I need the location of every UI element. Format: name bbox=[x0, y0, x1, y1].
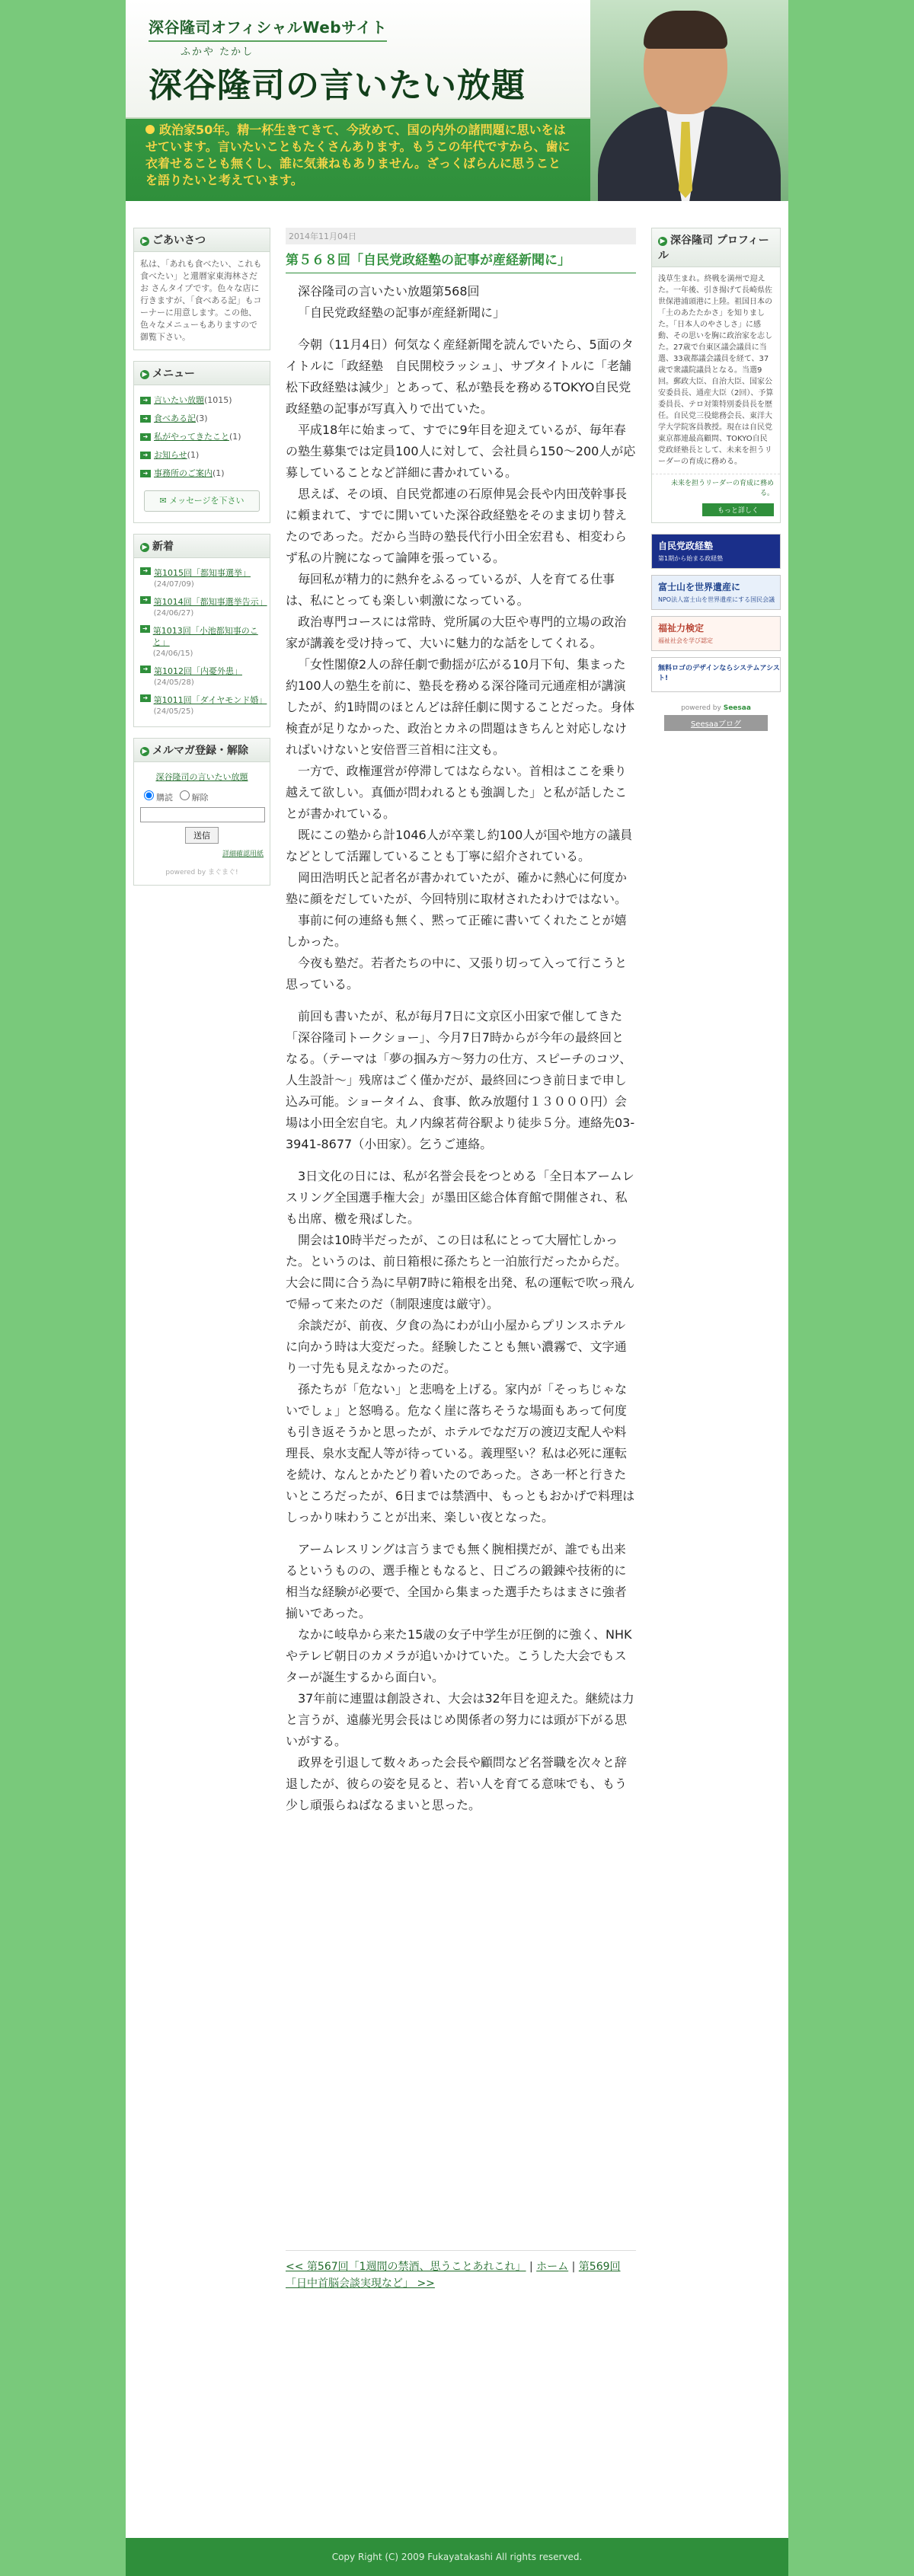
site-header bbox=[126, 0, 788, 201]
post-date: 2014年11月04日 bbox=[286, 228, 636, 244]
next-post-link[interactable]: 第569回「日中首脳会談実現など」 >> bbox=[286, 2261, 621, 2290]
menu-title-text: メニュー bbox=[152, 368, 195, 380]
menu-count: (1) bbox=[213, 468, 225, 478]
prev-post-link[interactable]: << 第567回「1週間の禁酒、思うことあれこれ」 bbox=[286, 2261, 526, 2273]
magazine-powered[interactable]: powered by まぐまぐ! bbox=[165, 869, 238, 876]
right-sidebar bbox=[651, 228, 781, 731]
post-paragraph: 平成18年に始まって、すでに9年目を迎えているが、毎年春の塾生募集では定員100人に対して、会社員ら150～200人が応募していることなど詳細に書かれている。 bbox=[286, 423, 636, 480]
site-intro bbox=[145, 122, 572, 189]
menu-box bbox=[133, 361, 270, 523]
site-label: 深谷隆司オフィシャルWebサイト bbox=[149, 15, 387, 42]
menu-link[interactable]: 食べある記 bbox=[154, 413, 196, 423]
news-link[interactable]: 第1012回「内憂外患」 bbox=[154, 666, 242, 676]
powered-label: powered by bbox=[681, 704, 721, 712]
post-body bbox=[286, 281, 636, 1816]
banner-title: 自民党政経塾 bbox=[658, 541, 714, 551]
post-paragraph: 孫たちが「危ない」と悲鳴を上げる。家内が「そっちじゃないでしょ」と怒鳴る。危なく崖に落ちそうな場面もあって何度も引き返そうかと思ったが、ホテルでなだ万の渡辺支配人や料理長、泉水支配人等が待っている。義理堅い？私は必死に運転を続け、なんとかたどり着いたのであった。さあ一杯と行きたいところだったが、6日までは禁酒中、もっともおかげで料理はしっかり味わうことが出来、楽しい夜となった。 bbox=[286, 1382, 635, 1524]
news-link[interactable]: 第1013回「小池都知事のこと」 bbox=[152, 626, 258, 647]
unsubscribe-radio[interactable] bbox=[180, 790, 190, 800]
post-paragraph: 今朝（11月4日）何気なく産経新聞を読んでいたら、5面のタイトルに「政経塾 自民開校ラッシュ」、サブタイトルに「老舗松下政経塾は減少」とあって、私が塾長を務めるTOKYO自民党政経塾の記事が写真入りで出ていた。 bbox=[286, 337, 634, 416]
post-paragraph: 岡田浩明氏と記者名が書かれていたが、確かに熱心に何度か塾に顔をだしていたが、今回特別に取材されたわけではない。 bbox=[286, 870, 628, 906]
post-paragraph: 「女性閣僚2人の辞任劇で動揺が広がる10月下旬、集まった約100人の塾生を前に、塾長を務める深谷隆司元通産相が講演したが、約1時間のほとんどは辞任劇に関することだった。身体検査が足りなかった、政治とカネの問題はきちんと対応しなければいけないと安倍晋三首相に注文も。 bbox=[286, 657, 635, 757]
menu-item-yattekita[interactable] bbox=[140, 428, 264, 446]
profile-slogan: 未来を担うリーダーの育成に務める。 bbox=[652, 474, 780, 500]
post-paragraph: 事前に何の連絡も無く、黙って正確に書いてくれたことが嬉しかった。 bbox=[286, 913, 627, 949]
post-paragraph: 毎回私が精力的に熱弁をふるっているが、人を育てる仕事は、私にとっても楽しい刺激になっている。 bbox=[286, 572, 615, 608]
greeting-body: 私は、「あれも食べたい、これも食べたい」と還暦家東海林さだお さんタイプです。色々な店に行きますが、「食べある記」もコーナーに用意します。この他、色々なメニューもありますので御覧下さい。 bbox=[140, 259, 262, 342]
news-text bbox=[154, 666, 242, 688]
post-paragraph: 3日文化の日には、私が名誉会長をつとめる「全日本アームレスリング全国選手権大会」が墨田区総合体育館で開催され、私も出席、檄を飛ばした。 bbox=[286, 1169, 634, 1226]
post-paragraph: 一方で、政権運営が停滞してはならない。首相はここを乗り越えて欲しい。真価が問われるとも強調した」と私が話したことが書かれている。 bbox=[286, 764, 628, 821]
banner-fukushi[interactable] bbox=[651, 616, 781, 651]
post-navigation: << 第567回「1週間の禁酒、思うことあれこれ」 | ホーム | 第569回「日中首脳会談実現など」 >> bbox=[286, 2250, 636, 2292]
seesaa-logo[interactable]: Seesaa bbox=[723, 704, 751, 712]
news-item[interactable] bbox=[140, 662, 264, 691]
archive-link[interactable]: 詳細確認用紙 bbox=[222, 851, 264, 858]
page bbox=[126, 0, 788, 2576]
magazine-title-text: メルマガ登録・解除 bbox=[152, 745, 248, 757]
news-date: (24/05/25) bbox=[153, 707, 194, 716]
profile-title bbox=[652, 228, 780, 267]
magazine-box bbox=[133, 738, 270, 886]
menu-link[interactable]: 言いたい放題 bbox=[154, 395, 204, 405]
banner-seikeijuku[interactable] bbox=[651, 534, 781, 569]
arrow-right-icon: ➜ bbox=[140, 415, 151, 423]
arrow-right-icon: ➜ bbox=[140, 433, 151, 441]
magazine-body bbox=[134, 762, 270, 885]
radio-row bbox=[140, 788, 264, 804]
circle-arrow-icon: ▶ bbox=[140, 237, 149, 246]
news-title-text: 新着 bbox=[152, 541, 174, 553]
email-field[interactable] bbox=[140, 807, 265, 822]
banner-logo-design[interactable] bbox=[651, 657, 781, 692]
banner-title: 富士山を世界遺産に bbox=[658, 582, 741, 592]
news-date: (24/07/09) bbox=[154, 580, 194, 589]
post-paragraph: 深谷隆司の言いたい放題第568回 bbox=[298, 284, 480, 298]
news-body bbox=[134, 558, 270, 726]
post-paragraph: 思えば、その頃、自民党都連の石原伸晃会長や内田茂幹事長に頼まれて、すでに開いていた深谷政経塾をそのまま切り替えたのであった。だから当時の塾長代行小田全宏君も、相変わらず私の片腕になって論陣を張っている。 bbox=[286, 487, 628, 565]
menu-body bbox=[134, 385, 270, 522]
news-link[interactable]: 第1011回「ダイヤモンド婚」 bbox=[153, 695, 267, 705]
magazine-title bbox=[134, 739, 270, 762]
mail-icon: ✉ bbox=[159, 496, 170, 506]
title-ruby: ふかや たかし bbox=[181, 46, 254, 58]
banner-title: 無料ロゴのデザインならシステムアシスト! bbox=[658, 665, 780, 682]
left-sidebar bbox=[133, 228, 270, 896]
portrait-hair bbox=[644, 11, 727, 49]
banner-title: 福祉力検定 bbox=[658, 623, 705, 634]
menu-item-jimusho[interactable] bbox=[140, 464, 264, 483]
message-button[interactable] bbox=[144, 490, 260, 512]
menu-item-iitai[interactable] bbox=[140, 391, 264, 410]
portrait-photo bbox=[590, 0, 788, 201]
post-paragraph: 「自民党政経塾の記事が産経新聞に」 bbox=[298, 305, 506, 320]
news-box bbox=[133, 534, 270, 727]
paragraph-gap bbox=[286, 1528, 636, 1539]
site-footer: Copy Right (C) 2009 Fukayatakashi All rights reserved. bbox=[126, 2538, 788, 2576]
subscribe-radio[interactable] bbox=[144, 790, 154, 800]
news-date: (24/06/15) bbox=[152, 650, 193, 658]
seesaa-powered bbox=[651, 704, 781, 712]
profile-box bbox=[651, 228, 781, 523]
news-title bbox=[134, 535, 270, 558]
profile-body: 浅草生まれ。終戦を満州で迎えた。一年後、引き揚げて長崎県佐世保港浦頭港に上陸。祖国日本の「土のあたたかさ」を知りました。「日本人のやさしさ」に感動、その思いを胸に政治家を志した。27歳で台東区議会議員に当選、33歳都議会議員を経て、37歳で衆議院議員となる。当選9回。郵政大臣、自治大臣、国家公安委員長、通産大臣（2回）、予算委員長、テロ対策特別委員長を歴任。自民党三役総務会長、東洋大学大学院客員教授。現在は自民党東京都連最高顧問、TOKYO自民党政経塾長として、未来を担うリーダーの育成に務める。 bbox=[658, 275, 774, 466]
banner-fujisan[interactable] bbox=[651, 575, 781, 610]
news-link[interactable]: 第1015回「都知事選挙」 bbox=[154, 568, 251, 578]
send-button[interactable]: 送信 bbox=[185, 827, 219, 844]
seesaa-blog-link[interactable]: Seesaaブログ bbox=[664, 715, 768, 731]
arrow-right-icon: ➜ bbox=[140, 567, 151, 575]
menu-link[interactable]: お知らせ bbox=[154, 450, 187, 460]
arrow-right-icon: ➜ bbox=[140, 625, 150, 633]
menu-link[interactable]: 事務所のご案内 bbox=[154, 468, 213, 478]
arrow-right-icon: ➜ bbox=[140, 694, 151, 702]
menu-count: (1) bbox=[187, 450, 200, 460]
unsubscribe-label: 解除 bbox=[191, 793, 209, 803]
circle-arrow-icon: ▶ bbox=[140, 543, 149, 552]
main-article bbox=[286, 228, 636, 1816]
news-text bbox=[153, 625, 264, 659]
menu-item-oshirase[interactable] bbox=[140, 446, 264, 464]
banner-sub: 第1期から始まる政経塾 bbox=[658, 555, 724, 562]
paragraph-gap bbox=[286, 1155, 636, 1166]
circle-arrow-icon: ▶ bbox=[658, 237, 667, 246]
banner-sub: NPO法人富士山を世界遺産にする国民会議 bbox=[658, 596, 775, 603]
news-text bbox=[153, 596, 267, 619]
magazine-link[interactable]: 深谷隆司の言いたい放題 bbox=[155, 772, 248, 782]
bullet-icon bbox=[145, 125, 155, 134]
post-paragraph: 今夜も塾だ。若者たちの中に、又張り切って入って行こうと思っている。 bbox=[286, 956, 628, 991]
banner-sub: 福祉社会を学び認定 bbox=[658, 637, 713, 644]
menu-link[interactable]: 私がやってきたこと bbox=[154, 432, 229, 442]
circle-arrow-icon: ▶ bbox=[140, 747, 149, 756]
news-item[interactable] bbox=[140, 691, 267, 720]
news-text bbox=[154, 567, 251, 590]
menu-title bbox=[134, 362, 270, 385]
arrow-right-icon: ➜ bbox=[140, 470, 151, 477]
paragraph-gap bbox=[286, 995, 636, 1006]
news-text bbox=[153, 694, 267, 717]
greeting-title bbox=[134, 228, 270, 252]
greeting-box bbox=[133, 228, 270, 350]
profile-title-text: 深谷隆司 プロフィール bbox=[658, 235, 769, 262]
subscribe-label: 購読 bbox=[156, 793, 173, 803]
seesaa-box bbox=[651, 704, 781, 731]
news-item[interactable] bbox=[140, 564, 264, 593]
news-item[interactable] bbox=[140, 593, 267, 622]
post-paragraph: 前回も書いたが、私が毎月7日に文京区小田家で催してきた「深谷隆司トークショー」、今月7日7時からが今年の最終回となる。（テーマは「夢の掴み方～努力の仕方、スピーチのコツ、人生設計～」残席はごく僅かだが、最終回につき前日まで申し込み可能。ショータイム、食事、飲み放題付１３０００円）会場は小田全宏自宅。丸ノ内線茗荷谷駅より徒歩５分。連絡先03-3941-8677（小田家）。乞うご連絡。 bbox=[286, 1009, 635, 1151]
post-paragraph: 37年前に連盟は創設され、大会は32年目を迎えた。継続は力と言うが、遠藤光男会長はじめ関係者の努力には頭が下がる思いがする。 bbox=[286, 1691, 634, 1748]
menu-count: (3) bbox=[196, 413, 208, 423]
more-details-button[interactable]: もっと詳しく bbox=[702, 503, 774, 516]
content-area bbox=[126, 201, 788, 2523]
circle-arrow-icon: ▶ bbox=[140, 370, 149, 379]
post-paragraph: 余談だが、前夜、夕食の為にわが山小屋からプリンスホテルに向かう時は大変だった。経験したことも無い濃霧で、文字通り一寸先も見えなかったのだ。 bbox=[286, 1318, 627, 1375]
post-paragraph: 開会は10時半だったが、この日は私にとって大層忙しかった。というのは、前日箱根に孫たちと一泊旅行だったからだ。大会に間に合う為に早朝7時に箱根を出発、私の運転で吹っ飛んで帰って来たのだ（制限速度は厳守）。 bbox=[286, 1233, 635, 1311]
paragraph-gap bbox=[286, 324, 636, 334]
post-paragraph: 既にこの塾から計1046人が卒業し約100人が国や地方の議員などとして活躍していることも丁寧に紹介されている。 bbox=[286, 828, 633, 863]
site-intro-text: 政治家50年。精一杯生きてきて、今改めて、国の内外の諸問題に思いをはせています。言いたいこともたくさんあります。もうこの年代ですから、歯に衣着せることも無くし、誰に気兼ねもありません。ざっくばらんに思うことを語りたいと考えています。 bbox=[145, 123, 570, 187]
post-paragraph: なかに岐阜から来た15歳の女子中学生が圧倒的に強く、NHKやテレビ朝日のカメラが追いかけていた。こうした大会でもスターが誕生するから面白い。 bbox=[286, 1627, 632, 1684]
news-link[interactable]: 第1014回「都知事選挙告示」 bbox=[153, 597, 267, 607]
news-item[interactable] bbox=[140, 622, 264, 662]
arrow-right-icon: ➜ bbox=[140, 666, 151, 673]
greeting-title-text: ごあいさつ bbox=[152, 235, 206, 247]
news-date: (24/06/27) bbox=[153, 609, 194, 618]
arrow-right-icon: ➜ bbox=[140, 397, 151, 404]
news-date: (24/05/28) bbox=[154, 678, 194, 687]
menu-count: (1015) bbox=[204, 395, 232, 405]
post-title[interactable]: 第５６８回「自民党政経塾の記事が産経新聞に」 bbox=[286, 249, 636, 273]
site-title[interactable]: 深谷隆司の言いたい放題 bbox=[149, 66, 526, 105]
arrow-right-icon: ➜ bbox=[140, 596, 151, 604]
post-paragraph: 政治専門コースには常時、党所属の大臣や専門的立場の政治家が講義を受け持って、大いに魅力的な話をしてくれる。 bbox=[286, 614, 627, 650]
arrow-right-icon: ➜ bbox=[140, 452, 151, 459]
menu-item-taberu[interactable] bbox=[140, 410, 264, 428]
home-link[interactable]: ホーム bbox=[536, 2261, 569, 2273]
post-paragraph: 政界を引退して数々あった会長や顧問など名誉職を次々と辞退したが、彼らの姿を見ると、若い人を育てる意味でも、もう少し頑張らねばなるまいと思った。 bbox=[286, 1755, 628, 1812]
menu-count: (1) bbox=[229, 432, 241, 442]
post-paragraph: アームレスリングは言うまでも無く腕相撲だが、誰でも出来るというものの、選手権ともなると、日ごろの鍛錬や技術的に相当な経験が必要で、全国から集まった選手たちはまさに強者揃いであった。 bbox=[286, 1542, 627, 1620]
message-button-label: メッセージを下さい bbox=[169, 496, 244, 506]
